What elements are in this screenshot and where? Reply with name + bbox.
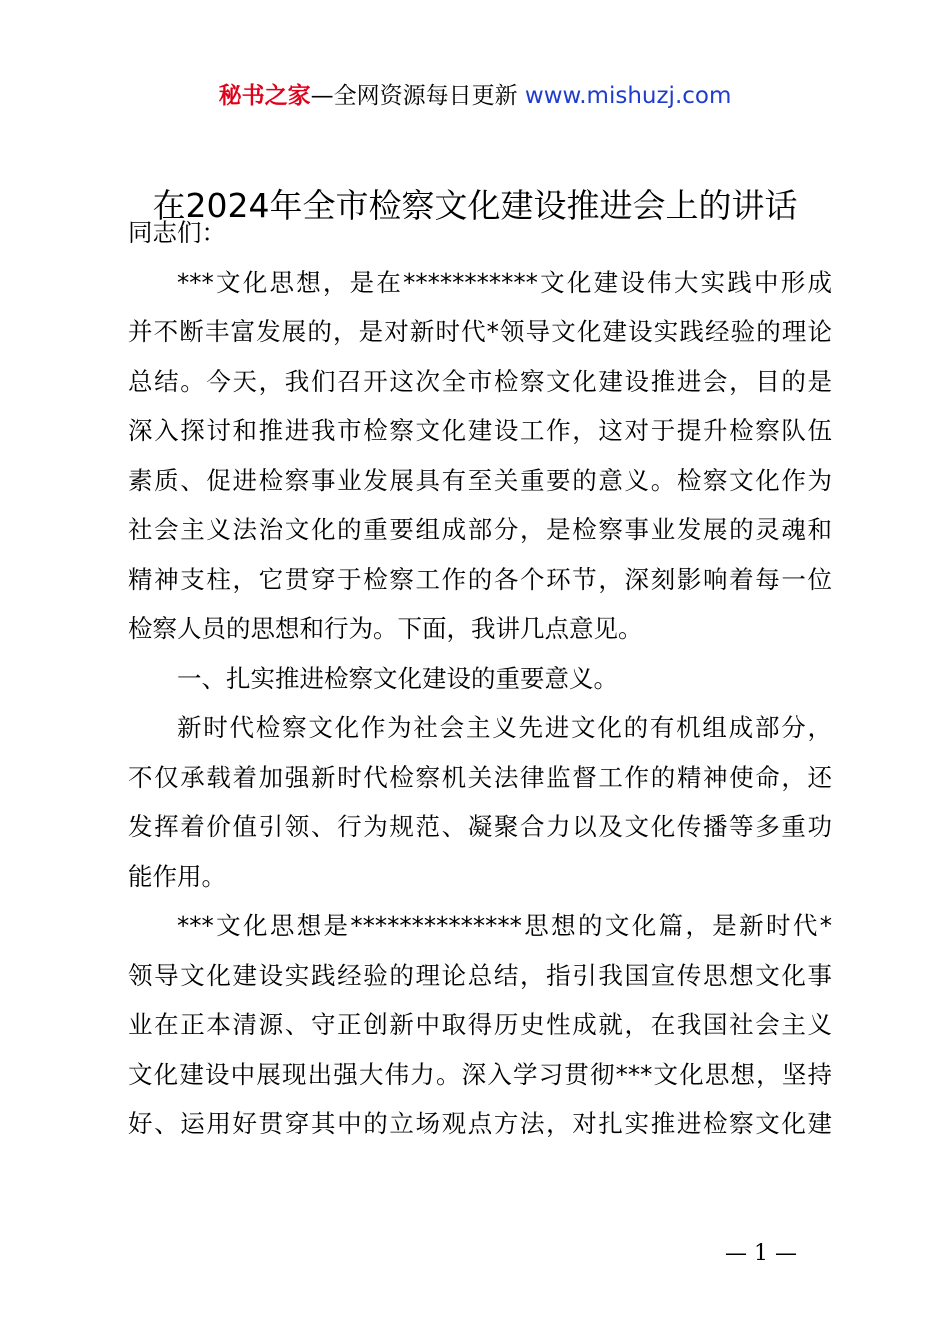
paragraph-line: 发挥着价值引领、行为规范、凝聚合力以及文化传播等多重功 xyxy=(128,812,832,841)
document-body xyxy=(128,208,832,1149)
paragraph-line: ***文化思想，是在***********文化建设伟大实践中形成 xyxy=(177,267,832,297)
paragraph-line: 好、运用好贯穿其中的立场观点方法，对扎实推进检察文化建 xyxy=(128,1109,832,1138)
site-tagline: —全网资源每日更新 xyxy=(310,83,525,109)
paragraph-line: 深入探讨和推进我市检察文化建设工作，这对于提升检察队伍 xyxy=(128,416,832,445)
section-heading-1 xyxy=(128,654,832,704)
paragraph-line: 文化建设中展现出强大伟力。深入学习贯彻***文化思想，坚持 xyxy=(128,1059,832,1089)
paragraph-line: 能作用。 xyxy=(128,861,226,891)
paragraph-line: 领导文化建设实践经验的理论总结，指引我国宣传思想文化事 xyxy=(128,960,832,990)
document-title: 在2024年全市检察文化建设推进会上的讲话 xyxy=(152,186,798,225)
site-url-link[interactable]: www.mishuzj.com xyxy=(524,83,732,109)
paragraph-line: 业在正本清源、守正创新中取得历史性成就，在我国社会主义 xyxy=(128,1010,832,1039)
greeting: 同志们： xyxy=(128,218,226,247)
paragraph-3 xyxy=(128,901,832,1149)
paragraph-line: 总结。今天，我们召开这次全市检察文化建设推进会，目的是 xyxy=(128,366,832,396)
paragraph-line: 精神支柱，它贯穿于检察工作的各个环节，深刻影响着每一位 xyxy=(128,564,832,594)
paragraph-line: 并不断丰富发展的，是对新时代*领导文化建设实践经验的理论 xyxy=(128,317,832,346)
section-heading: 一、扎实推进检察文化建设的重要意义。 xyxy=(177,663,618,693)
site-header xyxy=(0,80,950,112)
paragraph-line: 不仅承载着加强新时代检察机关法律监督工作的精神使命，还 xyxy=(128,762,832,792)
paragraph-line: ***文化思想是**************思想的文化篇，是新时代* xyxy=(177,911,832,940)
paragraph-line: 检察人员的思想和行为。下面，我讲几点意见。 xyxy=(128,614,643,643)
paragraph-line: 素质、促进检察事业发展具有至关重要的意义。检察文化作为 xyxy=(128,465,832,495)
page-number: — 1 — xyxy=(725,1241,797,1266)
paragraph-line: 新时代检察文化作为社会主义先进文化的有机组成部分， xyxy=(177,713,832,742)
paragraph-1 xyxy=(128,258,832,654)
paragraph-2 xyxy=(128,703,832,901)
paragraph-line: 社会主义法治文化的重要组成部分，是检察事业发展的灵魂和 xyxy=(128,515,832,544)
site-brand: 秘书之家 xyxy=(218,83,311,109)
